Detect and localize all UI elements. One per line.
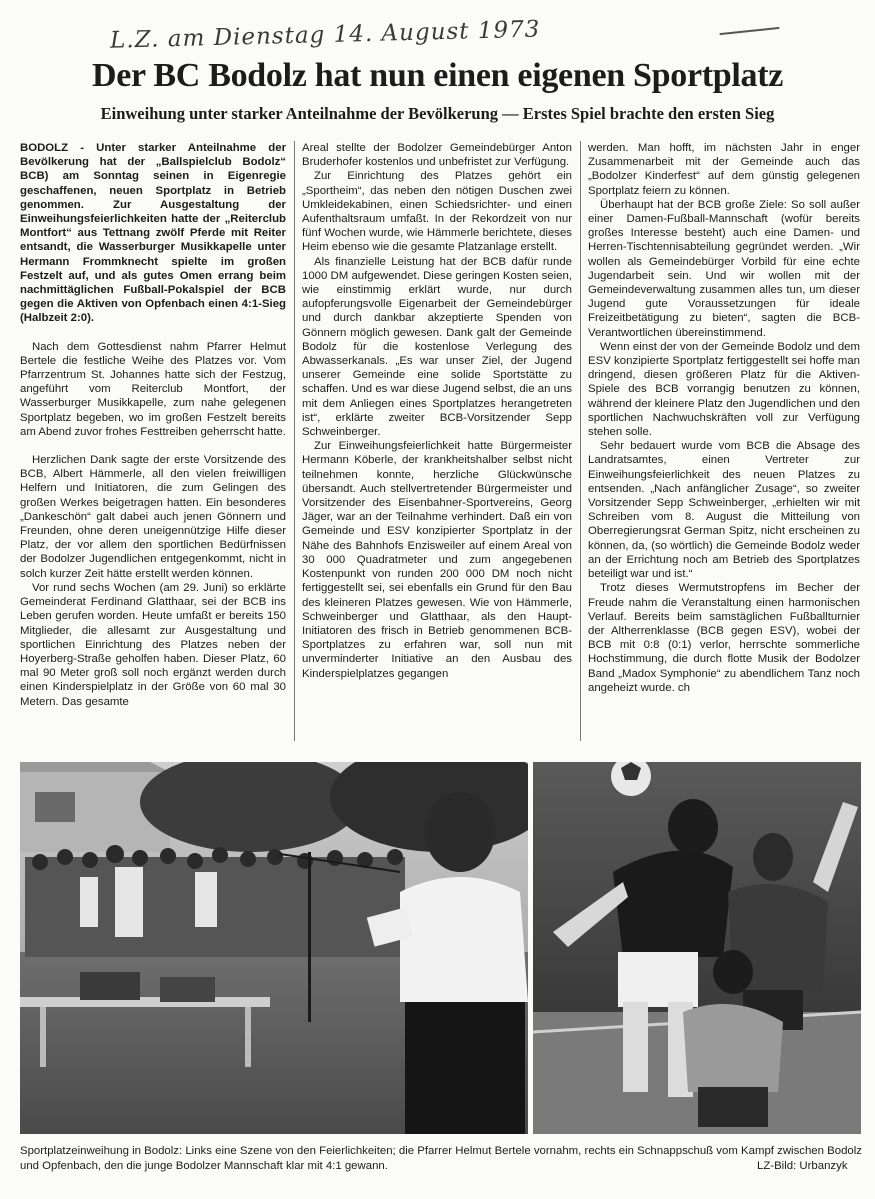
paragraph: Sehr bedauert wurde vom BCB die Absage des Landratsamtes, einen Vertreter zur Einweihungsfeierlichkeit des neuen Platzes zu entsenden. „Nach anfänglicher Zusage“, so zweiter Vorsitzender Sepp Schweinberger, „erhielten wir mit Schreiben vom 8. August die Mitteilung von Oberregierungsrat German Spitz, nicht erscheinen zu können, da, (so wörtlich) die Gemeinde Bodolz weder an der Errichtung noch am Betrieb des Sportplatzes beteiligt war und ist.“ <box>588 440 860 581</box>
paragraph: Zur Einweihungsfeierlichkeit hatte Bürgermeister Hermann Köberle, der krankheitshalber selbst nicht teilnehmen konnte, herzliche Glückwünsche übersandt. Auch stellvertretender Bürgermeister und Vorsitzender des Eisenbahner-Sportvereins, Georg Jäger, war an der Teilnahme verhindert. Daß ein von Gemeinde und ESV konzipierter Sportplatz in der Nähe des Bahnhofs Enzisweiler auf einem Areal von 30 000 Quadratmeter und zum angegebenen Kostenpunkt von runden 200 000 DM noch nicht fertiggestellt sei, sei ebenfalls ein Grund für den Bau des kleineren Platzes gewesen. Wie von Hämmerle, Schweinberger und Glatthaar, als den Haupt-Initiatoren des frisch in Betrieb genommenen BCB-Sportplatzes zu erfahren war, soll nun mit unverminderter Initiative an den Ausbau des Kinderspielplatzes gegangen <box>302 440 572 680</box>
article-column-1 <box>20 141 286 741</box>
paragraph: Trotz dieses Wermutstropfens im Becher der Freude nahm die Veranstaltung einen harmonischen Verlauf. Bereits beim samstäglichen Fußballturnier der Altherrenklasse (BCB gegen ESV), wobei der BCB mit 0:8 (0:1) verlor, herrschte sommerliche Hochstimmung, die durch flotte Musik der Bodolzer Band „Madox Symphonie“ zu abendlichem Tanz noch angeheizt wurde. ch <box>588 582 860 694</box>
lead-paragraph: BODOLZ - Unter starker Anteilnahme der Bevölkerung hat der „Ballspielclub Bodolz“ BCB) am Sonntag seinen in Eigenregie geschaffenen, neuen Sportplatz in Betrieb genommen. Zur Ausgestaltung der Einweihungsfeierlichkeiten hatte der „Reiterclub Montfort“ aus Tettnang zwölf Pferde mit Reiter entsandt, die Wasserburger Musikkapelle unter Hermann Frommknecht spielte im großen Festzelt auf, und als gutes Omen errang beim nachmittäglichen Fußball-Pokalspiel der BCB gegen die Aktiven von Opfenbach einen 4:1-Sieg (Halbzeit 2:0). <box>20 142 286 325</box>
paragraph: Vor rund sechs Wochen (am 29. Juni) so erklärte Gemeinderat Ferdinand Glatthaar, sei der BCB ins Leben gerufen worden. Heute umfaßt er bereits 150 Mitglieder, die allesamt zur Ausgestaltung und sportlichen Einrichtung des Platzes neben der Hoyerberg-Straße geholfen haben. Dieser Platz, 60 mal 90 Meter groß soll noch ergänzt werden durch einen Kinderspielplatz in der Größe von 60 mal 30 Metern. Das gesamte <box>20 581 286 708</box>
photo-ceremony <box>20 762 528 1134</box>
article-column-2 <box>302 141 572 741</box>
football-photo-image <box>533 762 861 1134</box>
subheadline: Einweihung unter starker Anteilnahme der Bevölkerung — Erstes Spiel brachte den ersten Sieg <box>100 104 775 123</box>
photo-credit: LZ-Bild: Urbanzyk <box>757 1160 848 1172</box>
paragraph: werden. Man hofft, im nächsten Jahr in enger Zusammenarbeit mit der Gemeinde auch das „Bodolzer Kinderfest“ auf dem günstig gelegenen Sportplatz feiern zu können. <box>588 142 860 197</box>
ceremony-photo-image <box>20 762 528 1134</box>
photo-caption: Sportplatzeinweihung in Bodolz: Links eine Szene von den Feierlichkeiten; die Pfarrer Helmut Bertele vornahm, rechts ein Schnappschuß vom Kampf zwischen Bodolz und Opfenbach, den die junge Bodolzer Mannschaft klar mit 4:1 gewann. <box>20 1145 862 1172</box>
paragraph: Herzlichen Dank sagte der erste Vorsitzende des BCB, Albert Hämmerle, all den vielen freiwilligen Helfern und Initiatoren, die zum Gelingen des großen Werkes beigetragen hatten. Ein besonderes „Dankeschön“ galt dabei auch jenen Gönnern und Freunden, ohne deren uneigennützige Hilfe dieser Platz, der vor allem den sportlichen Bedürfnissen der Bodolzer Jugendlichen entgegenkommt, nicht in solch kurzer Zeit hätte erstellt werden können. <box>20 454 286 580</box>
pen-scribble <box>720 27 781 45</box>
paragraph: Als finanzielle Leistung hat der BCB dafür runde 1000 DM aufgewendet. Diese geringen Kosten seien, wie einstimmig erklärt wurde, nur durch aufopferungsvolle Eigenarbeit der Gemeindebürger und durch dankbar akzeptierte Spenden von Gönnern möglich gewesen. Dank galt der Gemeinde Bodolz für die kostenlose Verlegung des Abwasserkanals. „Es war unser Ziel, der Jugend unserer Gemeinde eine solide Sportstätte zu schaffen. Und es war diese Jugend selbst, die an uns mit dem Anliegen eines Sportplatzes herangetreten ist“, erklärte zweiter BCB-Vorsitzender Sepp Schweinberger. <box>302 255 572 439</box>
paragraph: Areal stellte der Bodolzer Gemeindebürger Anton Bruderhofer kostenlos und unbefristet zur Verfügung. <box>302 142 572 169</box>
paragraph: Überhaupt hat der BCB große Ziele: So soll außer einer Damen-Fußball-Mannschaft (wofür bereits großes Interesse besteht) auch eine Damen- und Herren-Tischtennisabteilung gegründet werden. „Wir wollen als Gemeindebürger Vorbild für eine echte Jugendarbeit sein. Und wir wollen mit der Gemeindeverwaltung zusammen alles tun, um dieser Jugend gute Voraussetzungen für ideale Freizeitbetätigung zu bieten“, sagten die BCB-Verantwortlichen übereinstimmend. <box>588 198 860 339</box>
headline: Der BC Bodolz hat nun einen eigenen Sportplatz <box>91 57 784 94</box>
paragraph: Wenn einst der von der Gemeinde Bodolz und dem ESV konzipierte Sportplatz fertiggestellt sei hoffe man dringend, diesen größeren Platz für die Aktiven-Spiele des BCB vorrangig benutzen zu können, während der kleinere Platz den Jugendlichen und den sportlichen Nachwuchskräften voll zur Verfügung stehen solle. <box>588 340 860 439</box>
paragraph: Zur Einrichtung des Platzes gehört ein „Sportheim“, das neben den nötigen Duschen zwei Umkleidekabinen, einen Schiedsrichter- und einen Aufenthaltsraum umfaßt. In der Rekordzeit von nur fünf Wochen wurde, wie Hämmerle berichtete, dieses Heim ebenso wie die gesamte Platzanlage erstellt. <box>302 170 572 254</box>
paragraph: Nach dem Gottesdienst nahm Pfarrer Helmut Bertele die festliche Weihe des Platzes vor. Vom Pfarrzentrum St. Johannes hatte sich der Festzug, angeführt vom Reiterclub Montfort, der Wasserburger Musikkapelle, zum nahe gelegenen Sportplatz begeben, wo im großen Festzelt bereits am Abend zuvor frohes Festtreiben geherrscht hatte. <box>20 340 286 438</box>
article-column-3 <box>588 141 860 741</box>
photo-football-match <box>533 762 861 1134</box>
column-rule <box>294 141 295 741</box>
column-rule <box>580 141 581 741</box>
handwritten-date-note: L.Z. am Dienstag 14. August 1973 <box>109 16 541 54</box>
